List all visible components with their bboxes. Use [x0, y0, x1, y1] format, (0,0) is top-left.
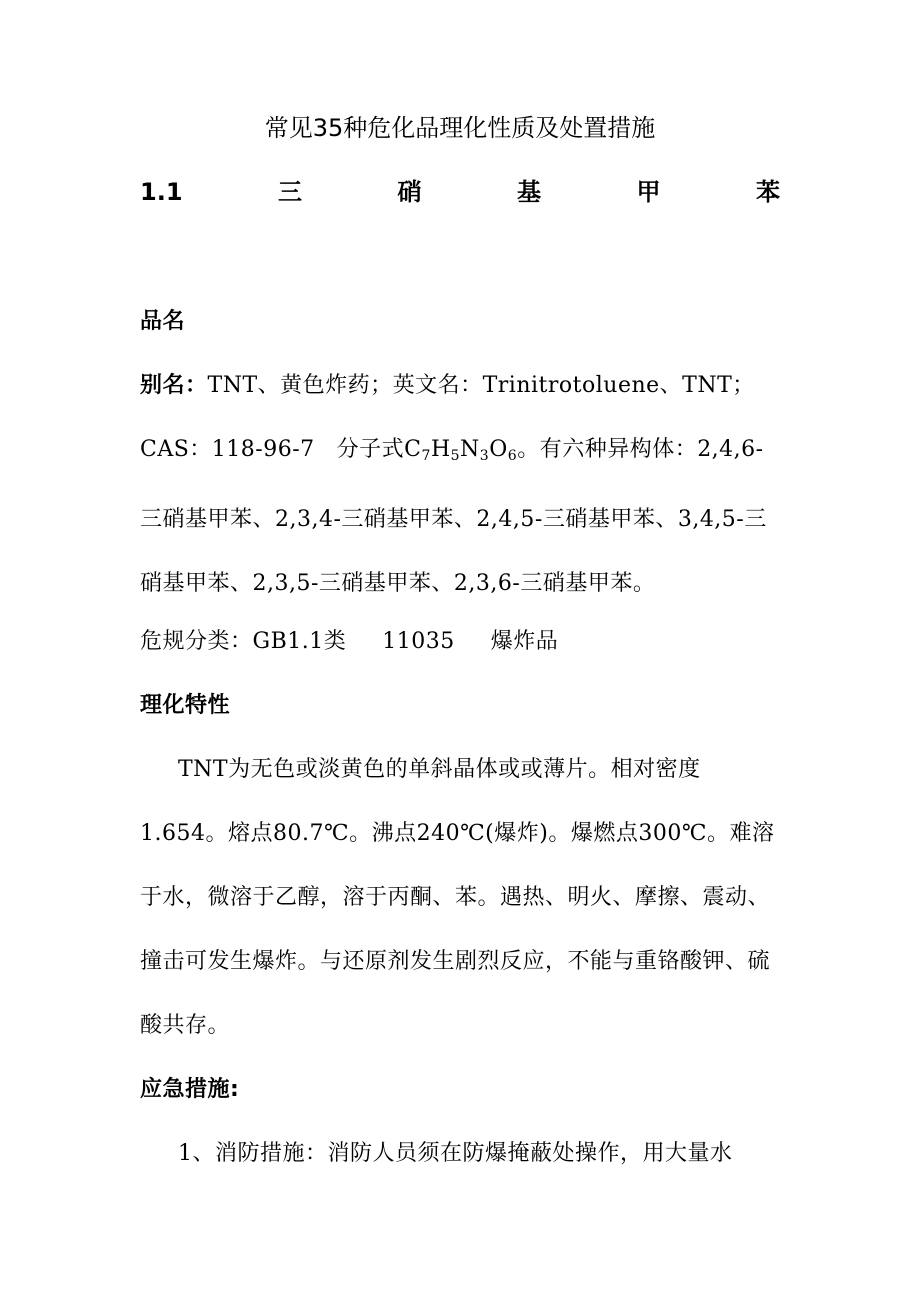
formula-label: 分子式 [336, 437, 405, 462]
alias-label: 别名： [140, 373, 208, 398]
section-name-char: 三 [278, 178, 302, 206]
section-name-char: 甲 [636, 178, 661, 206]
cas-number: CAS：118-96-7 [140, 437, 315, 462]
section-name-char: 硝 [397, 178, 422, 206]
document-title: 常见35种危化品理化性质及处置措施 [264, 114, 656, 142]
emergency-heading: 应急措施: [140, 1077, 240, 1102]
hazard-class-number: 11035 [382, 629, 455, 654]
product-name-label: 品名 [140, 309, 186, 334]
molecular-formula: $C_7H_5N_3O_6$ [404, 437, 518, 464]
isomer-text: 。有六种异构体：2,4,6-三硝基甲苯、2,3,4-三硝基甲苯、2,4,5-三硝基甲苯、3,4,5-三硝基甲苯、2,3,5-三硝基甲苯、2,3,6-三硝基甲苯。 [140, 437, 767, 596]
section-name-char: 基 [516, 178, 541, 206]
properties-heading: 理化特性 [140, 693, 231, 718]
hazard-class-type: 爆炸品 [490, 629, 559, 654]
hazard-class-line [140, 610, 780, 674]
section-heading [140, 174, 780, 210]
product-name-heading [140, 290, 780, 354]
hazard-class-label: 危规分类：GB1.1类 [140, 629, 347, 654]
identity-paragraph [140, 354, 780, 616]
alias-text: TNT、黄色炸药；英文名：Trinitrotoluene、TNT； [207, 373, 755, 398]
emergency-item-fire: 1、消防措施：消防人员须在防爆掩蔽处操作，用大量水 [178, 1141, 733, 1166]
section-number: 1.1 [140, 178, 183, 206]
properties-paragraph: TNT为无色或淡黄色的单斜晶体或或薄片。相对密度1.654。熔点80.7℃。沸点240℃(爆炸)。爆燃点300℃。难溶于水，微溶于乙醇，溶于丙酮、苯。遇热、明火、摩擦、震动、撞击可发生爆炸。与还原剂发生剧烈反应，不能与重铬酸钾、硫酸共存。 [140, 757, 775, 1038]
section-name-char: 苯 [755, 178, 780, 206]
